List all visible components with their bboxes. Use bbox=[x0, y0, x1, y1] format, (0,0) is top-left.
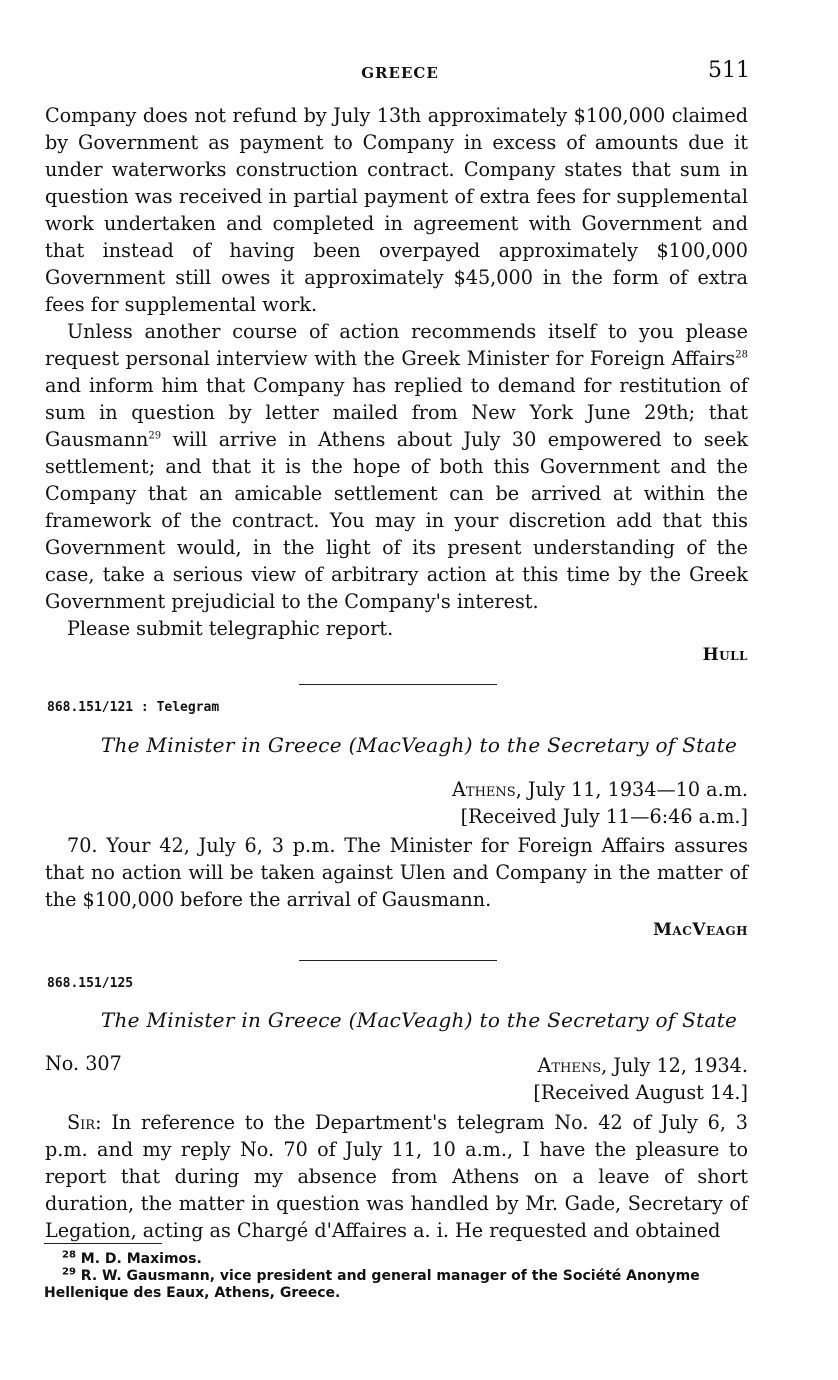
telegram-body bbox=[45, 832, 748, 913]
document-number: No. 307 bbox=[45, 1052, 122, 1075]
received-note: [Received July 11—6:46 a.m.] bbox=[460, 805, 748, 828]
place-name: Athens bbox=[452, 778, 516, 801]
paragraph: Please submit telegraphic report. bbox=[67, 617, 394, 640]
paragraph bbox=[45, 318, 748, 615]
footnote-mark: 28 bbox=[62, 1249, 76, 1261]
document-heading: The Minister in Greece (MacVeagh) to the Secretary of State bbox=[100, 1008, 738, 1032]
footnote-text: R. W. Gausmann, vice president and general manager of the Société Anonyme Hellenique des Eaux, Athens, Greece. bbox=[44, 1268, 700, 1301]
date-place bbox=[533, 1052, 748, 1079]
paragraph bbox=[45, 1109, 748, 1244]
signature: MacVeagh bbox=[653, 920, 748, 940]
footnote bbox=[44, 1251, 754, 1268]
footnote-reference: 29 bbox=[148, 430, 162, 442]
signature: Hull bbox=[702, 645, 748, 665]
salutation: Sir bbox=[67, 1111, 96, 1134]
footnote bbox=[44, 1268, 754, 1302]
dateline bbox=[533, 1052, 748, 1106]
footnotes bbox=[44, 1251, 754, 1302]
section-divider bbox=[299, 684, 497, 685]
running-header: GREECE bbox=[361, 64, 439, 82]
text-run: : In reference to the Department's telegram No. 42 of July 6, 3 p.m. and my reply No. 70 of July 11, 10 a.m., I have the pleasure to report that during my absence from Athens on a leave of short duration, the matter in question was handled by Mr. Gade, Secretary of Legation, acting as Chargé d'Affaires a. i. He requested and obtained bbox=[45, 1111, 748, 1242]
received-note: [Received August 14.] bbox=[533, 1081, 748, 1104]
place-name: Athens bbox=[537, 1054, 602, 1077]
footnote-text: M. D. Maximos. bbox=[80, 1251, 202, 1267]
date-place bbox=[452, 776, 748, 803]
despatch-body bbox=[45, 1109, 748, 1244]
footnote-mark: 29 bbox=[62, 1266, 76, 1278]
paragraph: Company does not refund by July 13th approximately $100,000 claimed by Government as payment to Company in excess of amounts due it under waterworks construction contract. Company states that sum in question was received in partial payment of extra fees for supplemental work undertaken and completed in agreement with Government and that instead of having been overpayed approximately $100,000 Government still owes it approximately $45,000 in the form of extra fees for supplemental work. bbox=[45, 104, 748, 316]
paragraph: 70. Your 42, July 6, 3 p.m. The Minister for Foreign Affairs assures that no action will be taken against Ulen and Company in the matter of the $100,000 before the arrival of Gausmann. bbox=[45, 834, 748, 911]
date-text: , July 12, 1934. bbox=[601, 1054, 748, 1077]
section-divider bbox=[299, 960, 497, 961]
page-number: 511 bbox=[708, 58, 750, 83]
text-run: will arrive in Athens about July 30 empowered to seek settlement; and that it is the hope of both this Government and the Company that an amicable settlement can be arrived at within the framework of the contract. You may in your discretion add that this Government would, in the light of its present understanding of the case, take a serious view of arbitrary action at this time by the Greek Government prejudicial to the Company's interest. bbox=[45, 428, 748, 613]
footnote-divider bbox=[44, 1243, 162, 1244]
file-reference: 868.151/121 : Telegram bbox=[47, 700, 220, 715]
text-run: Unless another course of action recommends itself to you please request personal interview with the Greek Minister for Foreign Affairs bbox=[45, 320, 748, 370]
text-run: and inform him that Company has replied to demand for restitution of sum in question by letter mailed from New York June 29th; that Gausmann bbox=[45, 374, 748, 451]
telegram-continuation bbox=[45, 102, 748, 642]
document-heading: The Minister in Greece (MacVeagh) to the Secretary of State bbox=[100, 733, 738, 757]
footnote-reference: 28 bbox=[735, 349, 748, 361]
dateline bbox=[452, 776, 748, 830]
file-reference: 868.151/125 bbox=[47, 976, 134, 991]
date-text: , July 11, 1934—10 a.m. bbox=[515, 778, 748, 801]
